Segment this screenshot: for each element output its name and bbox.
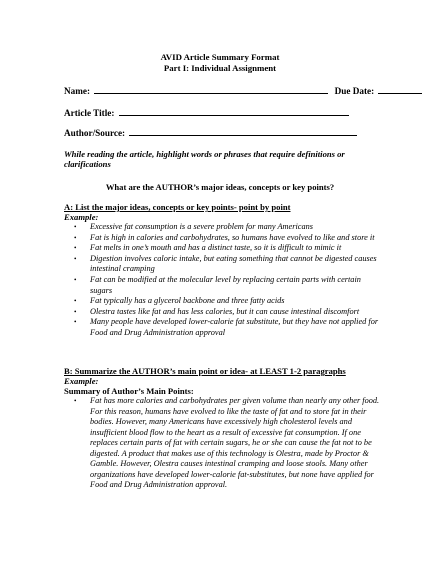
due-date-blank-line[interactable] [378,85,422,94]
bullet-icon: • [74,244,77,253]
name-blank-line[interactable] [94,85,328,94]
list-item: • Many people have developed lower-calorie fat substitute, but they have not applied for Food and Drug Administration approval [74,317,379,337]
list-item: • Excessive fat consumption is a severe problem for many Americans [74,222,313,231]
list-item: • Fat is high in calories and carbohydrates, so humans have evolved to like and store it [74,232,375,242]
bullet-icon: • [74,233,77,242]
bullet-icon: • [74,297,77,306]
list-item: • Fat can be modified at the molecular level by replacing certain parts with certain sugars [74,274,361,295]
list-item: • Fat typically has a glycerol backbone and three fatty acids [74,296,285,306]
reading-instructions: While reading the article, highlight words or phrases that require definitions or clarifications [64,149,345,170]
bullet-icon: • [74,223,77,231]
section-a-example-label: Example: [64,212,99,222]
document-title: AVID Article Summary Format [160,52,280,62]
summary-paragraph [74,396,390,491]
article-title-field [64,107,349,118]
author-source-blank-line[interactable] [129,127,357,136]
article-title-label: Article Title: [64,108,115,118]
name-field [64,85,422,96]
summary-label: Summary of Author’s Main Points: [64,386,194,396]
section-b-heading: B: Summarize the AUTHOR’s main point or idea- at LEAST 1-2 paragraphs [64,366,346,376]
due-date-label: Due Date: [334,86,375,96]
article-title-blank-line[interactable] [119,107,349,116]
author-source-field [64,127,357,138]
section-b-example-label: Example: [64,376,99,386]
list-item: • Digestion involves caloric intake, but eating something that cannot be digested causes intestinal cramping [74,253,377,274]
key-points-question: What are the AUTHOR’s major ideas, concepts or key points? [105,182,335,192]
bullet-icon: • [74,397,77,405]
bullet-icon: • [74,307,77,316]
list-item: • Fat melts in one’s mouth and has a distinct taste, so it is difficult to mimic it [74,243,342,253]
bullet-icon: • [74,275,77,284]
list-item: • Olestra tastes like fat and has less calories, but it can cause intestinal discomfort [74,306,360,316]
section-a-key-points-list [64,222,384,339]
name-label: Name: [64,86,91,96]
document-subtitle: Part I: Individual Assignment [163,63,277,73]
bullet-icon: • [74,318,77,327]
author-source-label: Author/Source: [64,128,126,138]
section-a-heading: A: List the major ideas, concepts or key points- point by point [64,202,291,212]
bullet-icon: • [74,254,77,263]
summary-text: Fat has more calories and carbohydrates per given volume than nearly any other food. For this reason, humans have evolved to like the taste of fat and to store fat in their bodies. However, many Americans have excessively high cholesterol levels and insufficient blood flow to the heart as a result of excessive fat consumption. If one replaces certain parts of fat with certain sugars, he or she can cause the fat not to be digested. A product that makes use of this technology is Olestra, made by Proctor & Gamble. However, Olestra causes intestinal cramping and loose stools. Many other organizations have developed lower-calorie fat-substitutes, but none have applied for Food and Drug Administration approval. [90,396,380,489]
